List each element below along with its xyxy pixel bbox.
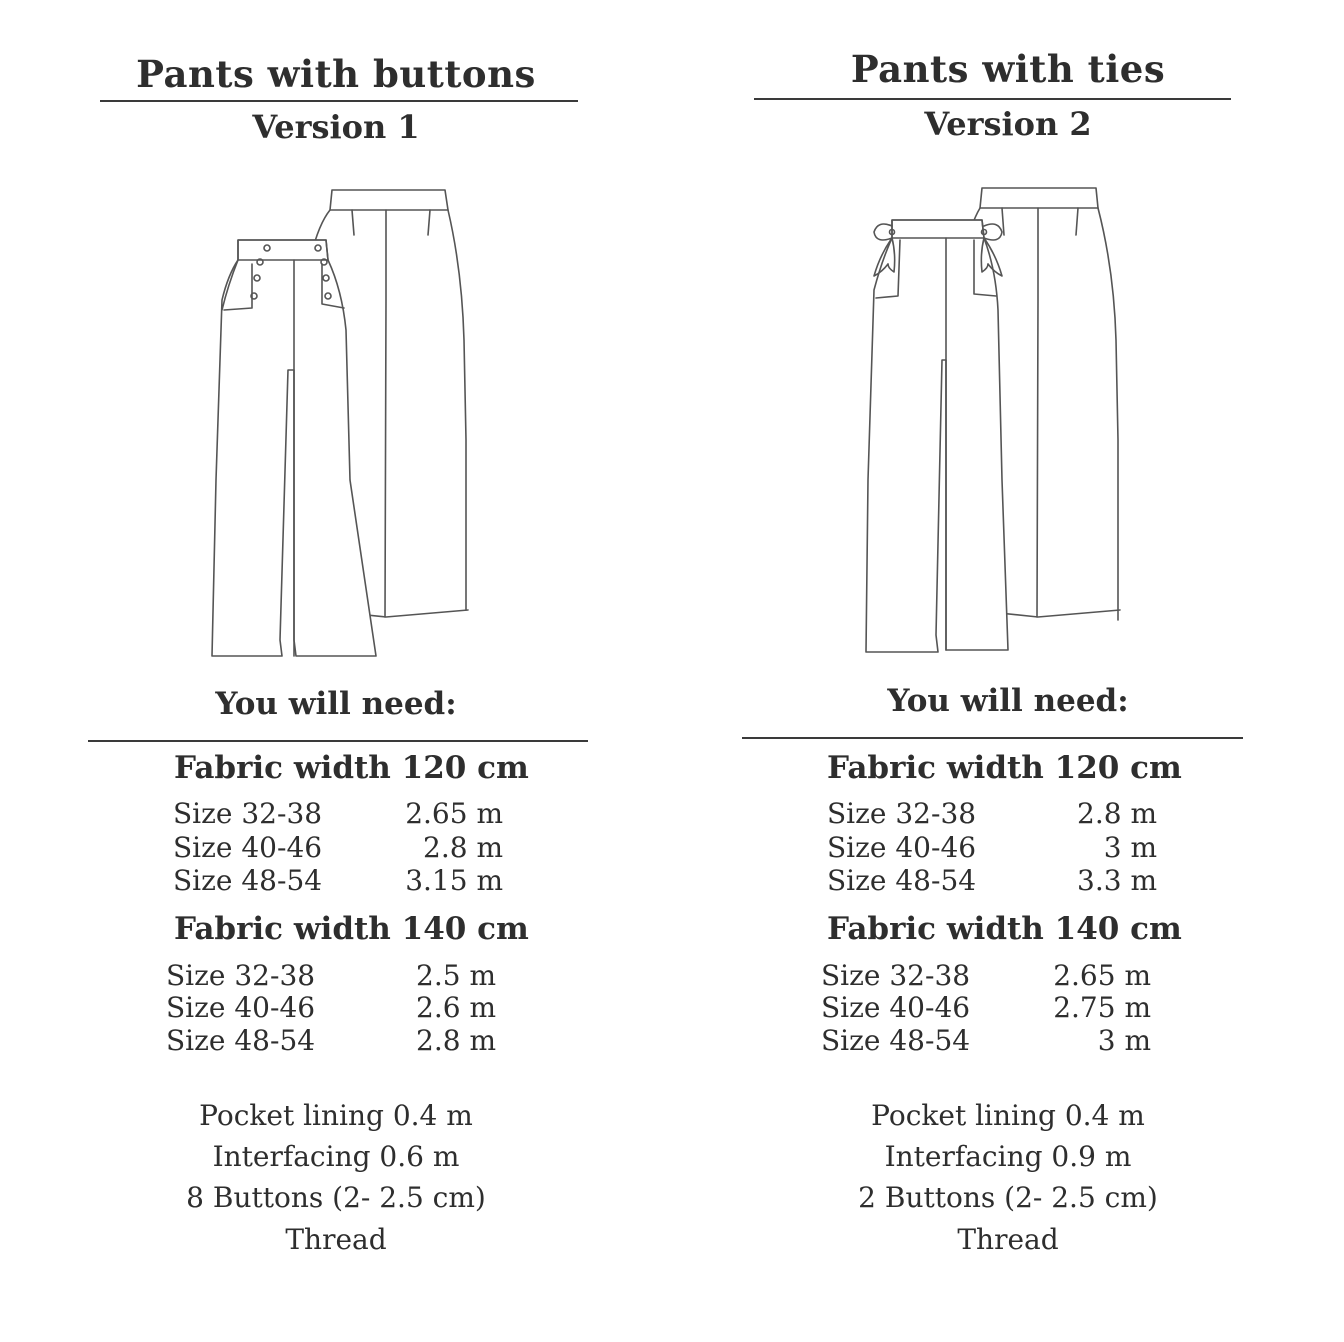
- size-label: Size 48-54: [827, 864, 977, 897]
- notion-thread: Thread: [957, 1223, 1059, 1256]
- fabric-amount: 3.15 m: [405, 864, 503, 897]
- version-2-label: Version 2: [924, 105, 1092, 143]
- pants-front-view: [212, 240, 376, 656]
- fabric-amount: 2.8 m: [423, 831, 503, 864]
- version-2-title: Pants with ties: [850, 47, 1166, 91]
- fabric-amount: 2.5 m: [416, 959, 496, 992]
- size-label: Size 32-38: [173, 797, 323, 830]
- needs-divider: [742, 737, 1243, 739]
- fabric-width-140-label: Fabric width 140 cm: [827, 911, 1182, 947]
- fabric-amount: 2.65 m: [1053, 959, 1151, 992]
- notion-buttons: 2 Buttons (2- 2.5 cm): [858, 1181, 1158, 1214]
- fabric-amount: 3 m: [1103, 831, 1157, 864]
- version-1-title: Pants with buttons: [136, 52, 536, 96]
- fabric-width-120-label: Fabric width 120 cm: [827, 750, 1182, 786]
- size-label: Size 40-46: [821, 991, 971, 1024]
- needs-divider: [88, 740, 588, 742]
- title-divider: [754, 98, 1231, 100]
- fabric-width-140-label: Fabric width 140 cm: [174, 911, 529, 947]
- notion-pocket-lining: Pocket lining 0.4 m: [199, 1099, 473, 1132]
- pants-with-ties-drawing: [852, 180, 1132, 665]
- size-label: Size 48-54: [166, 1024, 316, 1057]
- fabric-amount: 2.8 m: [416, 1024, 496, 1057]
- pants-front-view: [866, 220, 1008, 652]
- fabric-width-120-label: Fabric width 120 cm: [174, 750, 529, 786]
- size-label: Size 40-46: [827, 831, 977, 864]
- pants-with-buttons-drawing: [200, 180, 480, 665]
- notion-thread: Thread: [285, 1223, 387, 1256]
- notion-buttons: 8 Buttons (2- 2.5 cm): [186, 1181, 486, 1214]
- you-will-need-heading: You will need:: [887, 683, 1129, 719]
- fabric-amount: 3.3 m: [1077, 864, 1157, 897]
- version-1-label: Version 1: [252, 108, 420, 146]
- size-label: Size 48-54: [821, 1024, 971, 1057]
- fabric-amount: 2.75 m: [1053, 991, 1151, 1024]
- fabric-amount: 3 m: [1097, 1024, 1151, 1057]
- fabric-amount: 2.65 m: [405, 797, 503, 830]
- size-label: Size 32-38: [821, 959, 971, 992]
- size-label: Size 48-54: [173, 864, 323, 897]
- notion-interfacing: Interfacing 0.6 m: [212, 1140, 460, 1173]
- fabric-amount: 2.8 m: [1077, 797, 1157, 830]
- size-label: Size 40-46: [166, 991, 316, 1024]
- fabric-amount: 2.6 m: [416, 991, 496, 1024]
- notion-interfacing: Interfacing 0.9 m: [884, 1140, 1132, 1173]
- version-2-column: [672, 0, 1344, 1342]
- title-divider: [100, 100, 578, 102]
- you-will-need-heading: You will need:: [215, 686, 457, 722]
- size-label: Size 32-38: [827, 797, 977, 830]
- size-label: Size 32-38: [166, 959, 316, 992]
- size-label: Size 40-46: [173, 831, 323, 864]
- notion-pocket-lining: Pocket lining 0.4 m: [871, 1099, 1145, 1132]
